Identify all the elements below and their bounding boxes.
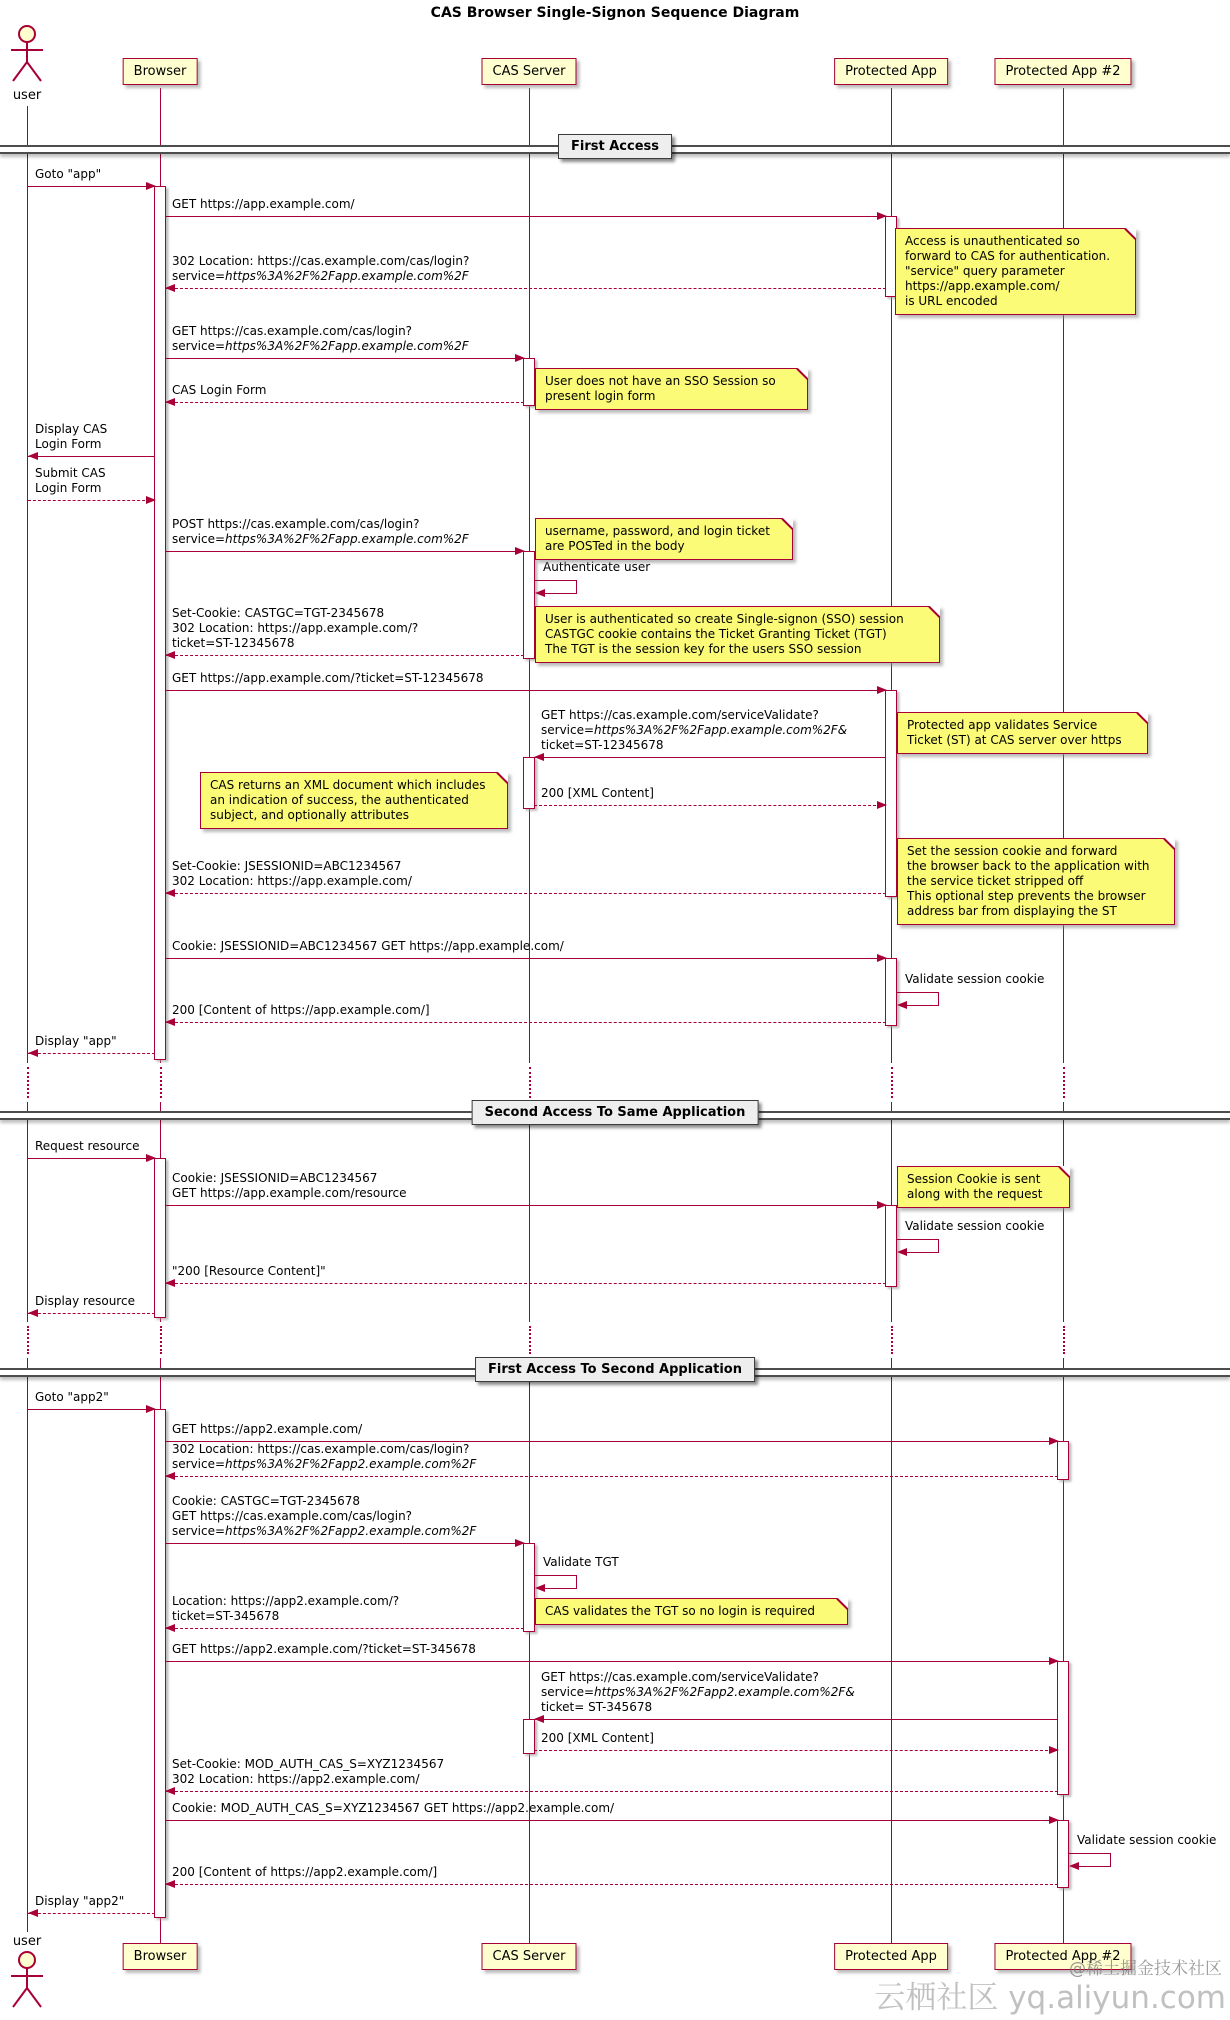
arrowhead-left (165, 1279, 175, 1287)
message-label (172, 324, 469, 354)
message-arrow-line (534, 805, 886, 806)
participant-box-cas: CAS Server (482, 58, 577, 85)
message-text: 200 [Content of https://app2.example.com/] (172, 1865, 438, 1879)
activation-bar-browser (154, 1158, 166, 1318)
note-text: are POSTed in the body (545, 539, 685, 553)
note (897, 1166, 1070, 1208)
arrowhead-left (28, 1309, 38, 1317)
arrowhead-left (28, 1909, 38, 1917)
watermark-juejin: @稀土掘金技术社区 (1069, 1959, 1222, 1979)
message-text: service= (541, 723, 595, 737)
lifeline-delay (0, 1063, 1230, 1102)
message-label (172, 254, 469, 284)
self-arrowhead (897, 1248, 907, 1256)
note (535, 518, 793, 560)
lifeline-dotted-user (27, 1067, 29, 1098)
note-text: Ticket (ST) at CAS server over https (907, 733, 1122, 747)
message-label (541, 708, 847, 753)
arrowhead-right (146, 1154, 156, 1162)
activation-bar-pa2 (1057, 1661, 1069, 1795)
self-arrowhead (897, 1001, 907, 1009)
arrowhead-right (877, 212, 887, 220)
message-label (172, 939, 564, 954)
message-text: Display CAS (35, 422, 108, 436)
note-text: User is authenticated so create Single-signon (SSO) session (545, 612, 904, 626)
message-text: Display "app" (35, 1034, 117, 1048)
message-text: Validate TGT (543, 1555, 619, 1569)
diagram-title: CAS Browser Single-Signon Sequence Diagram (430, 5, 800, 21)
message-text: Set-Cookie: MOD_AUTH_CAS_S=XYZ1234567 (172, 1757, 445, 1771)
note (535, 1598, 848, 1625)
note-text: https://app.example.com/ (905, 279, 1060, 293)
message-label (35, 1139, 139, 1154)
message-text: POST https://cas.example.com/cas/login? (172, 517, 420, 531)
message-text: Location: https://app2.example.com/? (172, 1594, 400, 1608)
activation-bar-pa (885, 690, 897, 897)
message-label (35, 1034, 117, 1049)
message-label (35, 422, 107, 452)
message-arrow-line (165, 358, 524, 359)
lifeline-user (27, 106, 28, 1932)
message-arrow-line (28, 1913, 155, 1914)
arrowhead-right (146, 496, 156, 504)
arrowhead-right (515, 1539, 525, 1547)
message-arrow-line (28, 1313, 155, 1314)
self-message-return (1074, 1866, 1110, 1867)
message-text: service= (172, 532, 226, 546)
participant-box-pa2: Protected App #2 (994, 58, 1131, 85)
watermark-aliyun: 云栖社区 yq.aliyun.com (874, 1980, 1226, 2016)
message-label (172, 1801, 614, 1816)
arrowhead-left (534, 1715, 544, 1723)
message-text: Login Form (35, 437, 102, 451)
message-text: Request resource (35, 1139, 140, 1153)
message-text: 302 Location: https://cas.example.com/cas/login? (172, 254, 470, 268)
arrowhead-right (1049, 1816, 1059, 1824)
arrowhead-left (165, 1472, 175, 1480)
message-text: service= (172, 269, 226, 283)
message-label (172, 517, 469, 547)
arrowhead-right (877, 1201, 887, 1209)
message-arrow-line (28, 1409, 155, 1410)
lifeline-dotted-pa2 (1063, 1326, 1065, 1354)
message-text: "200 [Resource Content]" (172, 1264, 326, 1278)
note (535, 368, 808, 410)
message-text: Cookie: JSESSIONID=ABC1234567 (172, 1171, 378, 1185)
note-text: present login form (545, 389, 656, 403)
actor-figure-user (6, 24, 48, 90)
message-text: Validate session cookie (905, 1219, 1045, 1233)
note-text: CAS returns an XML document which includes (210, 778, 486, 792)
note-text: CASTGC cookie contains the Ticket Granting Ticket (TGT) (545, 627, 887, 641)
message-text: Cookie: MOD_AUTH_CAS_S=XYZ1234567 GET https://app2.example.com/ (172, 1801, 615, 1815)
message-text: Submit CAS (35, 466, 106, 480)
note (897, 712, 1148, 754)
message-label (172, 1171, 406, 1201)
message-arrow-line (534, 1719, 1058, 1720)
message-label (172, 1442, 476, 1472)
activation-bar-cas (523, 757, 535, 809)
self-arrowhead (535, 589, 545, 597)
self-message-label (905, 1219, 1044, 1234)
arrowhead-left (165, 284, 175, 292)
message-text: Authenticate user (543, 560, 651, 574)
message-label (541, 786, 654, 801)
note-text: along with the request (907, 1187, 1043, 1201)
arrowhead-left (165, 1624, 175, 1632)
message-text: https%3A%2F%2Fapp.example.com%2F (225, 532, 469, 546)
message-arrow-line (534, 1750, 1058, 1751)
self-message-label (905, 972, 1044, 987)
message-text: GET https://app2.example.com/?ticket=ST-345678 (172, 1642, 476, 1656)
message-text: 302 Location: https://app.example.com/ (172, 874, 412, 888)
message-arrow-line (165, 690, 886, 691)
message-label (172, 606, 418, 651)
message-arrow-line (165, 1022, 886, 1023)
message-arrow-line (165, 1820, 1058, 1821)
message-text: Login Form (35, 481, 102, 495)
message-label (541, 1670, 855, 1715)
message-arrow-line (165, 1791, 1058, 1792)
note-text: User does not have an SSO Session so (545, 374, 776, 388)
message-label (172, 671, 484, 686)
activation-bar-browser (154, 1409, 166, 1918)
note-text: the service ticket stripped off (907, 874, 1084, 888)
message-text: ticket=ST-12345678 (541, 738, 664, 752)
message-arrow-line (165, 1283, 886, 1284)
message-arrow-line (165, 1205, 886, 1206)
message-text: https%3A%2F%2Fapp.example.com%2F (225, 269, 469, 283)
lifeline-dotted-cas (529, 1067, 531, 1098)
note-text: an indication of success, the authenticated (210, 793, 469, 807)
self-message-return (902, 1252, 938, 1253)
participant-box-pa: Protected App (834, 58, 948, 85)
participant-box-browser: Browser (123, 58, 198, 85)
activation-bar-browser (154, 186, 166, 1060)
lifeline-dotted-user (27, 1326, 29, 1354)
activation-bar-cas (523, 358, 535, 406)
message-text: Goto "app2" (35, 1390, 109, 1404)
message-arrow-line (28, 456, 155, 457)
message-arrow-line (165, 1661, 1058, 1662)
note-text: username, password, and login ticket (545, 524, 770, 538)
message-text: ticket=ST-12345678 (172, 636, 295, 650)
message-text: Goto "app" (35, 167, 102, 181)
activation-bar-cas (523, 551, 535, 659)
arrowhead-right (1049, 1437, 1059, 1445)
message-text: GET https://cas.example.com/cas/login? (172, 1509, 413, 1523)
message-text: Display resource (35, 1294, 135, 1308)
message-label (172, 1642, 476, 1657)
message-label (172, 859, 412, 889)
message-label (172, 1865, 437, 1880)
message-text: service= (541, 1685, 595, 1699)
message-text: 200 [XML Content] (541, 786, 654, 800)
message-text: Cookie: JSESSIONID=ABC1234567 GET https://app.example.com/ (172, 939, 564, 953)
participant-box-cas: CAS Server (482, 1943, 577, 1970)
message-arrow-line (165, 1884, 1058, 1885)
message-label (35, 466, 106, 496)
message-text: https%3A%2F%2Fapp2.example.com%2F (225, 1524, 477, 1538)
arrowhead-left (28, 1049, 38, 1057)
message-text: 200 [XML Content] (541, 1731, 654, 1745)
self-message-label (543, 1555, 619, 1570)
note-text: forward to CAS for authentication. (905, 249, 1111, 263)
message-arrow-line (28, 1158, 155, 1159)
message-text: https%3A%2F%2Fapp2.example.com%2F& (594, 1685, 855, 1699)
message-label (35, 1894, 124, 1909)
message-text: service= (172, 1524, 226, 1538)
message-text: GET https://app2.example.com/ (172, 1422, 363, 1436)
message-text: 302 Location: https://cas.example.com/cas/login? (172, 1442, 470, 1456)
message-label (172, 1594, 399, 1624)
arrowhead-right (877, 686, 887, 694)
participant-box-browser: Browser (123, 1943, 198, 1970)
arrowhead-left (165, 1880, 175, 1888)
message-text: Set-Cookie: JSESSIONID=ABC1234567 (172, 859, 402, 873)
arrowhead-left (165, 651, 175, 659)
activation-bar-pa2 (1057, 1441, 1069, 1480)
note (535, 606, 940, 663)
message-text: 200 [Content of https://app.example.com/] (172, 1003, 430, 1017)
message-text: ticket=ST-345678 (172, 1609, 280, 1623)
arrowhead-right (877, 801, 887, 809)
message-text: service= (172, 1457, 226, 1471)
note-text: address bar from displaying the ST (907, 904, 1117, 918)
self-arrowhead (1069, 1862, 1079, 1870)
message-label (172, 197, 355, 212)
participant-box-pa: Protected App (834, 1943, 948, 1970)
activation-bar-cas (523, 1719, 535, 1754)
message-text: https%3A%2F%2Fapp.example.com%2F (225, 339, 469, 353)
arrowhead-left (165, 889, 175, 897)
message-text: Validate session cookie (1077, 1833, 1217, 1847)
message-arrow-line (165, 1628, 524, 1629)
message-arrow-line (165, 655, 524, 656)
arrowhead-right (515, 354, 525, 362)
message-text: Set-Cookie: CASTGC=TGT-2345678 (172, 606, 385, 620)
arrowhead-left (28, 452, 38, 460)
message-text: 302 Location: https://app2.example.com/ (172, 1772, 420, 1786)
participant-box-pa2: Protected App #2 (994, 1943, 1131, 1970)
note-text: is URL encoded (905, 294, 998, 308)
arrowhead-right (515, 547, 525, 555)
arrowhead-left (165, 398, 175, 406)
arrowhead-left (534, 753, 544, 761)
message-label (35, 1390, 109, 1405)
actor-label-user: user (12, 1934, 42, 1949)
arrowhead-left (165, 1787, 175, 1795)
message-text: service= (172, 339, 226, 353)
lifeline-dotted-pa2 (1063, 1067, 1065, 1098)
lifeline-dotted-browser (160, 1326, 162, 1354)
note-text: the browser back to the application with (907, 859, 1150, 873)
actor-label-user: user (12, 88, 42, 103)
note-text: subject, and optionally attributes (210, 808, 409, 822)
note-text: "service" query parameter (905, 264, 1065, 278)
section-divider-label: First Access To Second Application (475, 1357, 755, 1382)
message-arrow-line (165, 551, 524, 552)
lifeline-dotted-pa (891, 1326, 893, 1354)
arrowhead-left (165, 1018, 175, 1026)
self-message-return (540, 593, 576, 594)
message-text: GET https://cas.example.com/cas/login? (172, 324, 413, 338)
lifeline-dotted-pa (891, 1067, 893, 1098)
message-arrow-line (165, 958, 886, 959)
message-arrow-line (165, 1476, 1058, 1477)
lifeline-dotted-cas (529, 1326, 531, 1354)
note-text: Session Cookie is sent (907, 1172, 1041, 1186)
message-arrow-line (165, 288, 886, 289)
note-text: Protected app validates Service (907, 718, 1098, 732)
message-label (172, 1494, 476, 1539)
self-message-return (902, 1005, 938, 1006)
message-arrow-line (165, 1543, 524, 1544)
message-arrow-line (534, 757, 886, 758)
message-text: Cookie: CASTGC=TGT-2345678 (172, 1494, 361, 1508)
arrowhead-right (877, 954, 887, 962)
self-message-label (1077, 1833, 1216, 1848)
message-text: https%3A%2F%2Fapp2.example.com%2F (225, 1457, 477, 1471)
arrowhead-right (1049, 1657, 1059, 1665)
message-text: GET https://cas.example.com/serviceValidate? (541, 708, 819, 722)
note-text: This optional step prevents the browser (907, 889, 1146, 903)
message-text: Validate session cookie (905, 972, 1045, 986)
self-message-label (543, 560, 650, 575)
message-label (35, 1294, 135, 1309)
message-arrow-line (28, 500, 155, 501)
message-text: Display "app2" (35, 1894, 125, 1908)
note-text: CAS validates the TGT so no login is required (545, 1604, 816, 1618)
message-arrow-line (28, 186, 155, 187)
message-arrow-line (165, 402, 524, 403)
message-text: CAS Login Form (172, 383, 267, 397)
message-arrow-line (165, 216, 886, 217)
message-arrow-line (28, 1053, 155, 1054)
note (897, 838, 1175, 925)
message-label (172, 383, 266, 398)
message-text: https%3A%2F%2Fapp.example.com%2F& (594, 723, 848, 737)
message-label (172, 1422, 362, 1437)
message-label (541, 1731, 654, 1746)
message-label (35, 167, 101, 182)
self-arrowhead (535, 1584, 545, 1592)
message-label (172, 1264, 326, 1279)
message-arrow-line (165, 893, 886, 894)
lifeline-delay (0, 1322, 1230, 1358)
lifeline-dotted-browser (160, 1067, 162, 1098)
note (200, 772, 508, 829)
section-divider-label: First Access (558, 134, 672, 159)
message-text: GET https://cas.example.com/serviceValidate? (541, 1670, 819, 1684)
message-text: 302 Location: https://app.example.com/? (172, 621, 419, 635)
message-text: GET https://app.example.com/?ticket=ST-12345678 (172, 671, 484, 685)
message-label (172, 1003, 430, 1018)
note-text: Access is unauthenticated so (905, 234, 1080, 248)
actor-figure-user (6, 1950, 48, 2016)
message-text: GET https://app.example.com/ (172, 197, 355, 211)
arrowhead-right (146, 1405, 156, 1413)
arrowhead-right (1049, 1746, 1059, 1754)
note-text: Set the session cookie and forward (907, 844, 1118, 858)
message-label (172, 1757, 444, 1787)
message-text: GET https://app.example.com/resource (172, 1186, 407, 1200)
arrowhead-right (146, 182, 156, 190)
section-divider-label: Second Access To Same Application (472, 1100, 759, 1125)
note-text: The TGT is the session key for the users SSO session (545, 642, 862, 656)
self-message-return (540, 1588, 576, 1589)
note (895, 228, 1136, 315)
message-text: ticket= ST-345678 (541, 1700, 653, 1714)
